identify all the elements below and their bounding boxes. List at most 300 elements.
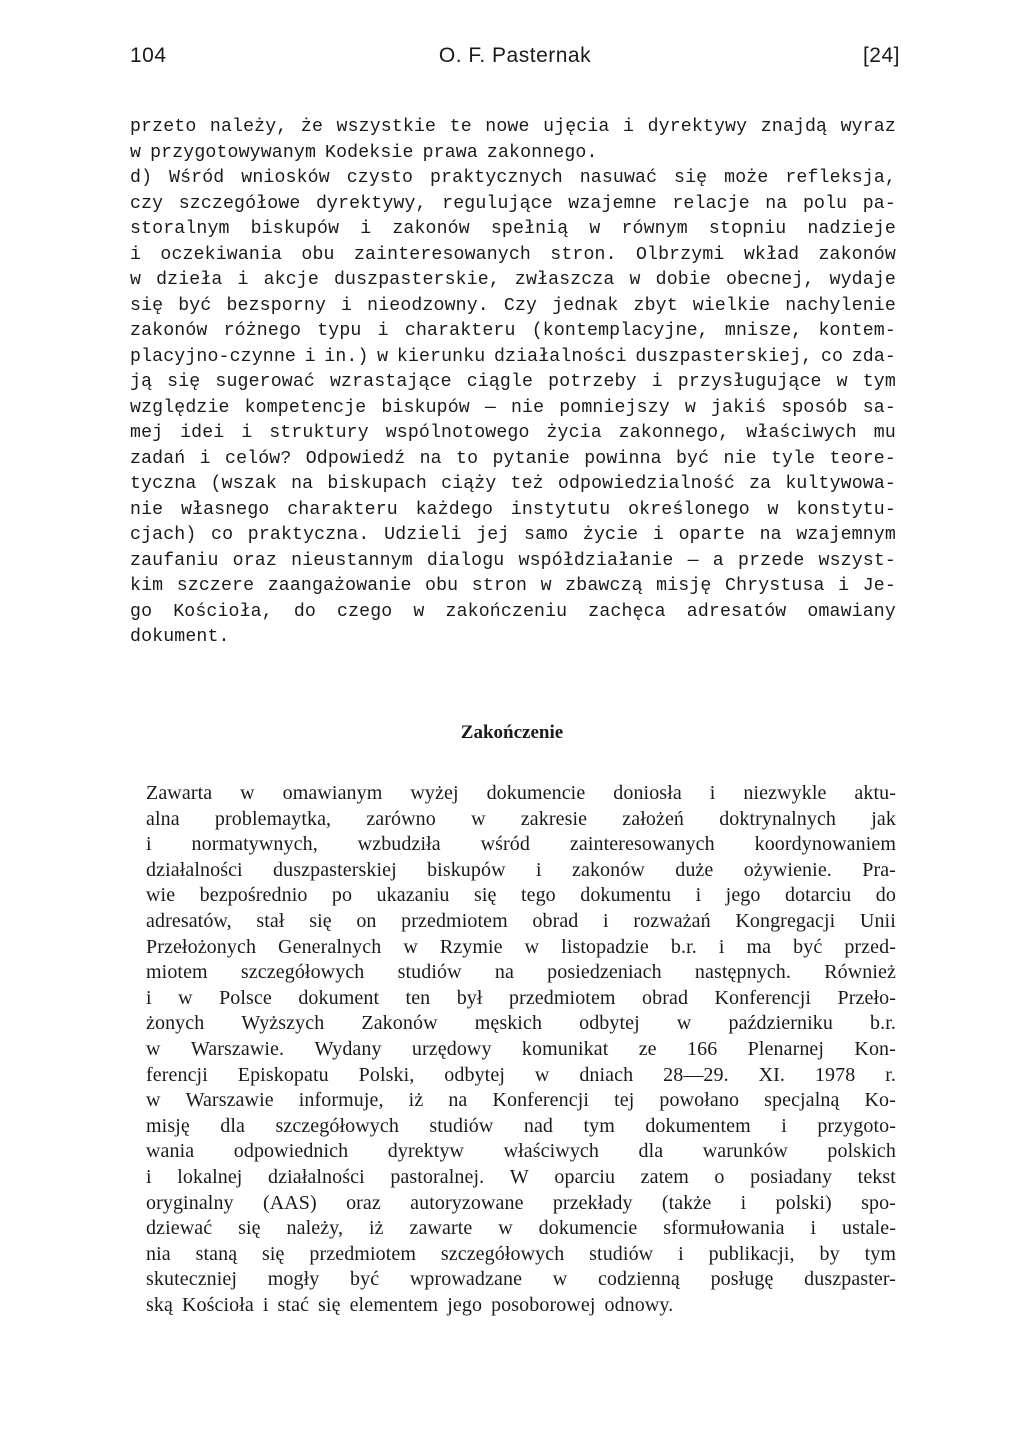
- word: na: [765, 193, 788, 214]
- word: Kodeksie: [325, 142, 414, 163]
- word: Udzieli: [384, 525, 462, 545]
- word: tyle: [770, 448, 816, 469]
- word: storalnym: [130, 219, 230, 239]
- text-line: [146, 1037, 896, 1063]
- word: b.r.: [670, 935, 697, 958]
- word: (wszak: [210, 474, 277, 494]
- word: omawiany: [807, 601, 896, 622]
- word: i: [377, 321, 389, 341]
- text-line: [130, 370, 896, 396]
- word: zakonnego.: [486, 142, 598, 163]
- word: czego: [337, 601, 393, 622]
- word: sa-: [862, 397, 896, 418]
- word: biskupach: [327, 474, 427, 494]
- word: koordynowaniem: [754, 833, 896, 856]
- word: posoborowej: [491, 1293, 596, 1316]
- text-line: [146, 1267, 896, 1293]
- word: żonych: [146, 1012, 205, 1035]
- word: właściwych: [746, 423, 857, 443]
- word: adresatów,: [146, 909, 232, 932]
- word: Je-: [862, 576, 896, 596]
- word: Rzymie: [439, 935, 503, 958]
- word: i: [146, 833, 152, 856]
- word: znajdą: [760, 117, 828, 137]
- word: jak: [871, 807, 896, 830]
- word: refleksja,: [785, 168, 896, 188]
- word: i: [695, 884, 702, 907]
- word: posługę: [710, 1268, 774, 1291]
- text-line: [146, 1242, 896, 1268]
- word: wydaje: [829, 270, 896, 290]
- word: spełnią: [490, 219, 569, 239]
- word: Przeło-: [837, 986, 896, 1009]
- word: polskich: [827, 1140, 896, 1163]
- word: studiów: [429, 1114, 494, 1137]
- word: kim: [130, 576, 164, 596]
- word: charakteru: [287, 499, 398, 520]
- text-line: [130, 574, 896, 600]
- word: Wyższych: [241, 1012, 325, 1035]
- word: Olbrzymi: [635, 244, 725, 265]
- word: dokumencie: [486, 782, 586, 804]
- word: bezpośrednio: [199, 884, 308, 907]
- word: w: [684, 397, 696, 418]
- word: i: [718, 935, 725, 958]
- word: zaangażowanie: [267, 576, 412, 596]
- word: odbytej: [579, 1012, 640, 1035]
- word: nia: [146, 1242, 171, 1265]
- word: (kontemplacyjne,: [531, 321, 709, 341]
- word: misję: [146, 1114, 190, 1137]
- word: Konferencji: [492, 1089, 590, 1112]
- word: biskupów: [250, 219, 340, 239]
- word: urzędowy: [411, 1037, 492, 1060]
- word: się: [130, 295, 164, 316]
- word: równym: [621, 219, 688, 239]
- section-heading: Zakończenie: [460, 722, 564, 743]
- word: nasuwać: [579, 168, 658, 188]
- word: w: [413, 601, 425, 622]
- word: w: [676, 1012, 692, 1035]
- text-line: [130, 549, 896, 575]
- word: i: [146, 1165, 152, 1188]
- word: jakiś: [710, 397, 767, 418]
- word: bezsporny: [226, 295, 327, 316]
- word: odpowiedzialność: [557, 474, 735, 494]
- word: w: [589, 219, 601, 239]
- word: Plenarnej: [747, 1037, 825, 1060]
- word: prawa: [422, 142, 478, 163]
- word: mej: [130, 423, 164, 443]
- word: własnego: [180, 499, 270, 520]
- word: skuteczniej: [146, 1268, 238, 1291]
- word: i: [652, 525, 664, 545]
- word: szczegółowych: [440, 1242, 565, 1265]
- word: nie: [510, 397, 545, 418]
- word: doniosła: [613, 782, 682, 804]
- word: XI.: [758, 1063, 786, 1086]
- word: typu: [317, 321, 362, 341]
- word: duże: [675, 858, 714, 881]
- word: obu: [425, 576, 459, 596]
- word: powołano: [659, 1089, 740, 1112]
- word: zachęca: [588, 601, 666, 622]
- word: i: [781, 1114, 787, 1137]
- word: Wśród: [169, 168, 225, 188]
- word: biskupów: [427, 858, 506, 881]
- word: ożywienie.: [743, 858, 832, 881]
- word: placyjno-czynne: [130, 346, 296, 367]
- word: posiedzeniach: [547, 961, 662, 984]
- word: 1978: [814, 1063, 856, 1086]
- word: obu: [301, 244, 335, 265]
- word: nad: [523, 1114, 554, 1137]
- word: i: [262, 1293, 269, 1316]
- word: na: [419, 448, 442, 469]
- word: Ko-: [864, 1089, 896, 1112]
- word: stał: [256, 909, 285, 932]
- word: oparciu: [554, 1165, 616, 1188]
- word: Kon-: [854, 1037, 896, 1060]
- word: o: [714, 1165, 725, 1188]
- word: biskupów: [381, 397, 470, 418]
- word: w: [524, 935, 540, 958]
- word: komunikat: [521, 1037, 609, 1060]
- word: tej: [614, 1089, 635, 1112]
- word: d): [130, 168, 153, 188]
- word: dokumentem: [645, 1114, 751, 1137]
- word: zbyt: [633, 295, 678, 316]
- word: w: [146, 1089, 161, 1112]
- word: dyrektywy: [647, 117, 748, 137]
- word: być: [350, 1268, 380, 1291]
- word: czy: [130, 193, 164, 214]
- word: życie: [582, 525, 639, 545]
- word: być: [675, 448, 710, 469]
- word: tyczna: [130, 474, 197, 494]
- word: kierunku: [396, 346, 486, 367]
- word: dniach: [579, 1063, 634, 1086]
- word: na: [494, 961, 514, 984]
- word: Zakonów: [361, 1012, 438, 1035]
- word: stać: [277, 1293, 310, 1316]
- text-line: [130, 447, 896, 473]
- word: i: [535, 858, 542, 881]
- word: i: [146, 986, 152, 1009]
- word: wie: [146, 884, 176, 907]
- word: ze: [638, 1037, 657, 1060]
- word: zakonów: [130, 321, 208, 341]
- word: ciąży: [441, 474, 497, 494]
- body-text-continued: [130, 115, 896, 651]
- word: pytanie: [492, 448, 570, 469]
- text-line: [130, 319, 896, 345]
- word: co: [820, 346, 844, 367]
- word: zarówno: [366, 807, 436, 830]
- word: do: [875, 884, 896, 907]
- word: informuje,: [298, 1089, 384, 1112]
- word: struktury: [269, 423, 369, 443]
- word: działalności: [146, 858, 243, 881]
- word: te: [449, 117, 472, 137]
- word: 28—29.: [663, 1063, 729, 1086]
- word: działalności: [493, 346, 627, 367]
- word: współdziałanie: [518, 550, 674, 571]
- word: dyrektyw: [387, 1140, 465, 1163]
- word: wprowadzane: [409, 1268, 523, 1291]
- word: omawianym: [282, 782, 383, 804]
- word: w: [240, 782, 255, 804]
- word: ską: [146, 1293, 173, 1316]
- word: in.): [324, 346, 369, 367]
- word: W: [509, 1165, 529, 1188]
- word: wzbudziła: [357, 833, 441, 856]
- word: i: [341, 295, 353, 316]
- text-line: [130, 243, 896, 269]
- word: ma: [746, 935, 772, 958]
- word: tym: [862, 372, 896, 392]
- word: Episkopatu: [237, 1063, 329, 1086]
- word: doktrynalnych: [719, 807, 837, 830]
- word: misję: [656, 576, 712, 596]
- word: adresatów: [686, 601, 787, 622]
- word: należy,: [209, 117, 288, 137]
- word: na: [291, 474, 314, 494]
- word: nowe: [485, 117, 530, 137]
- word: Polsce: [219, 986, 272, 1009]
- word: (AAS): [262, 1191, 317, 1214]
- word: iż: [408, 1089, 424, 1112]
- text-line: [130, 115, 896, 141]
- word: tym: [583, 1114, 615, 1137]
- word: że: [300, 117, 324, 137]
- word: nadzieje: [807, 219, 896, 239]
- word: potrzeby: [548, 372, 637, 392]
- word: nieustannym: [291, 550, 413, 571]
- text-line: [146, 935, 896, 961]
- word: zainteresowanych: [569, 833, 715, 856]
- text-line: [146, 1293, 896, 1319]
- text-line: [146, 1011, 896, 1037]
- word: ją: [130, 372, 153, 392]
- word: przedmiotem: [401, 909, 508, 932]
- word: i: [678, 1242, 684, 1265]
- word: wzajemne: [568, 193, 657, 214]
- text-line: [130, 396, 896, 422]
- word: Czy: [503, 295, 538, 316]
- word: i: [740, 1191, 747, 1214]
- text-line: [146, 1114, 896, 1140]
- word: dokument.: [130, 627, 230, 647]
- word: ukazaniu: [376, 884, 450, 907]
- word: przygoto-: [817, 1114, 896, 1137]
- word: nachylenie: [785, 295, 896, 316]
- word: regulujące: [442, 193, 553, 214]
- word: się: [238, 1217, 261, 1240]
- word: oryginalny: [146, 1191, 234, 1214]
- word: w: [767, 499, 779, 520]
- word: kompetencje: [244, 397, 367, 418]
- word: idei: [180, 423, 225, 443]
- word: ten: [405, 986, 431, 1009]
- word: zadań: [130, 448, 186, 469]
- word: miotem: [146, 961, 208, 984]
- word: określonego: [628, 499, 750, 520]
- text-line: [130, 523, 896, 549]
- word: w: [178, 986, 193, 1009]
- text-line: [130, 625, 896, 651]
- text-line: [130, 268, 896, 294]
- word: męskich: [474, 1012, 543, 1035]
- word: nieodzowny.: [367, 295, 489, 316]
- word: ujęcia: [543, 117, 610, 137]
- word: duszpasterskiej,: [635, 346, 813, 367]
- word: r.: [885, 1063, 896, 1086]
- word: iż: [368, 1217, 384, 1240]
- word: specjalną: [764, 1089, 840, 1112]
- section-mark: [24]: [862, 44, 900, 67]
- text-line: [146, 1139, 896, 1165]
- word: ustale-: [841, 1217, 896, 1240]
- text-line: [146, 909, 896, 935]
- word: niezwykle: [743, 782, 827, 804]
- word: teore-: [829, 448, 896, 469]
- word: w: [629, 270, 641, 290]
- word: do: [293, 601, 316, 622]
- word: i: [651, 372, 663, 392]
- word: wniosków: [241, 168, 330, 188]
- word: i: [237, 270, 249, 290]
- word: stopniu: [708, 219, 787, 239]
- word: też: [510, 474, 544, 494]
- word: dialogu: [426, 550, 505, 571]
- running-title: O. F. Pasternak: [438, 44, 592, 67]
- word: kultywowa-: [785, 474, 896, 494]
- word: i: [360, 219, 372, 239]
- word: dziewać: [146, 1217, 213, 1240]
- word: Również: [824, 961, 896, 984]
- word: rozważań: [633, 909, 711, 932]
- word: spo-: [861, 1191, 896, 1214]
- word: wyraz: [840, 117, 896, 137]
- word: dotarciu: [784, 884, 852, 907]
- text-line: [130, 345, 896, 371]
- word: był: [456, 986, 483, 1009]
- word: nie: [723, 448, 757, 469]
- word: listopadzie: [561, 935, 649, 958]
- word: duszpaster-: [804, 1268, 896, 1291]
- word: ferencji: [146, 1063, 208, 1086]
- word: się: [309, 909, 332, 932]
- word: charakteru: [404, 321, 516, 341]
- word: wzajemnym: [796, 525, 896, 545]
- word: zakonów: [818, 244, 896, 265]
- word: zbawczą: [565, 576, 643, 596]
- word: jej: [476, 525, 510, 545]
- word: cjach): [130, 525, 197, 545]
- word: założeń: [622, 807, 685, 830]
- word: się: [473, 884, 497, 907]
- word: tego: [520, 884, 556, 907]
- word: być: [793, 935, 823, 958]
- word: w: [534, 1063, 550, 1086]
- word: duszpasterskie,: [333, 270, 500, 290]
- word: i: [304, 346, 316, 367]
- word: polu: [802, 193, 848, 214]
- word: zwłaszcza: [514, 270, 615, 290]
- text-line: [146, 986, 896, 1012]
- word: oparte: [678, 525, 745, 545]
- word: nie: [130, 499, 164, 520]
- word: przygotowywanym: [150, 142, 317, 163]
- word: zakonów: [571, 858, 645, 881]
- word: na: [448, 1089, 468, 1112]
- word: odbytej: [444, 1063, 505, 1086]
- word: elementem: [349, 1293, 439, 1316]
- word: lokalnej: [177, 1165, 243, 1188]
- word: aktu-: [854, 782, 896, 804]
- word: wszystkie: [336, 117, 437, 137]
- word: Kongregacji: [735, 909, 836, 932]
- word: problemaytka,: [214, 807, 332, 830]
- word: relacje: [672, 193, 750, 214]
- word: obecnej,: [725, 270, 815, 290]
- word: oczekiwania: [160, 244, 283, 265]
- word: wzrastające: [329, 372, 452, 392]
- text-line: [146, 807, 896, 833]
- word: dokument: [298, 986, 380, 1009]
- word: na: [759, 525, 782, 545]
- word: duszpasterskiej: [273, 858, 397, 881]
- word: celów?: [225, 448, 292, 469]
- text-line: [146, 1191, 896, 1217]
- word: on: [356, 909, 377, 932]
- word: Zawarta: [146, 782, 213, 804]
- word: oraz: [232, 550, 277, 571]
- word: akcje: [263, 270, 319, 290]
- word: mu: [873, 423, 896, 443]
- word: zda-: [851, 346, 896, 367]
- word: w: [403, 935, 418, 958]
- word: oraz: [346, 1191, 381, 1214]
- word: wśród: [480, 833, 531, 856]
- word: się: [262, 1242, 285, 1265]
- word: i: [199, 448, 211, 469]
- word: Pra-: [862, 858, 896, 881]
- word: wyżej: [410, 782, 459, 804]
- word: staną: [195, 1242, 238, 1265]
- word: właściwych: [503, 1140, 599, 1163]
- word: za: [749, 474, 772, 494]
- word: w: [540, 576, 552, 596]
- word: publikacji,: [708, 1242, 795, 1265]
- text-line: [146, 1216, 896, 1242]
- word: Generalnych: [278, 935, 382, 958]
- word: szczegółowych: [240, 961, 365, 984]
- word: Chrystusa: [725, 576, 825, 596]
- text-line: [146, 781, 896, 807]
- word: dzieła: [156, 270, 223, 290]
- word: autoryzowane: [410, 1191, 524, 1214]
- text-line: [146, 960, 896, 986]
- word: dobie: [655, 270, 711, 290]
- word: dla: [638, 1140, 664, 1163]
- word: i: [810, 1217, 817, 1240]
- word: go: [130, 601, 153, 622]
- word: stron.: [550, 244, 617, 265]
- word: samo: [524, 525, 569, 545]
- word: następnych.: [694, 961, 791, 984]
